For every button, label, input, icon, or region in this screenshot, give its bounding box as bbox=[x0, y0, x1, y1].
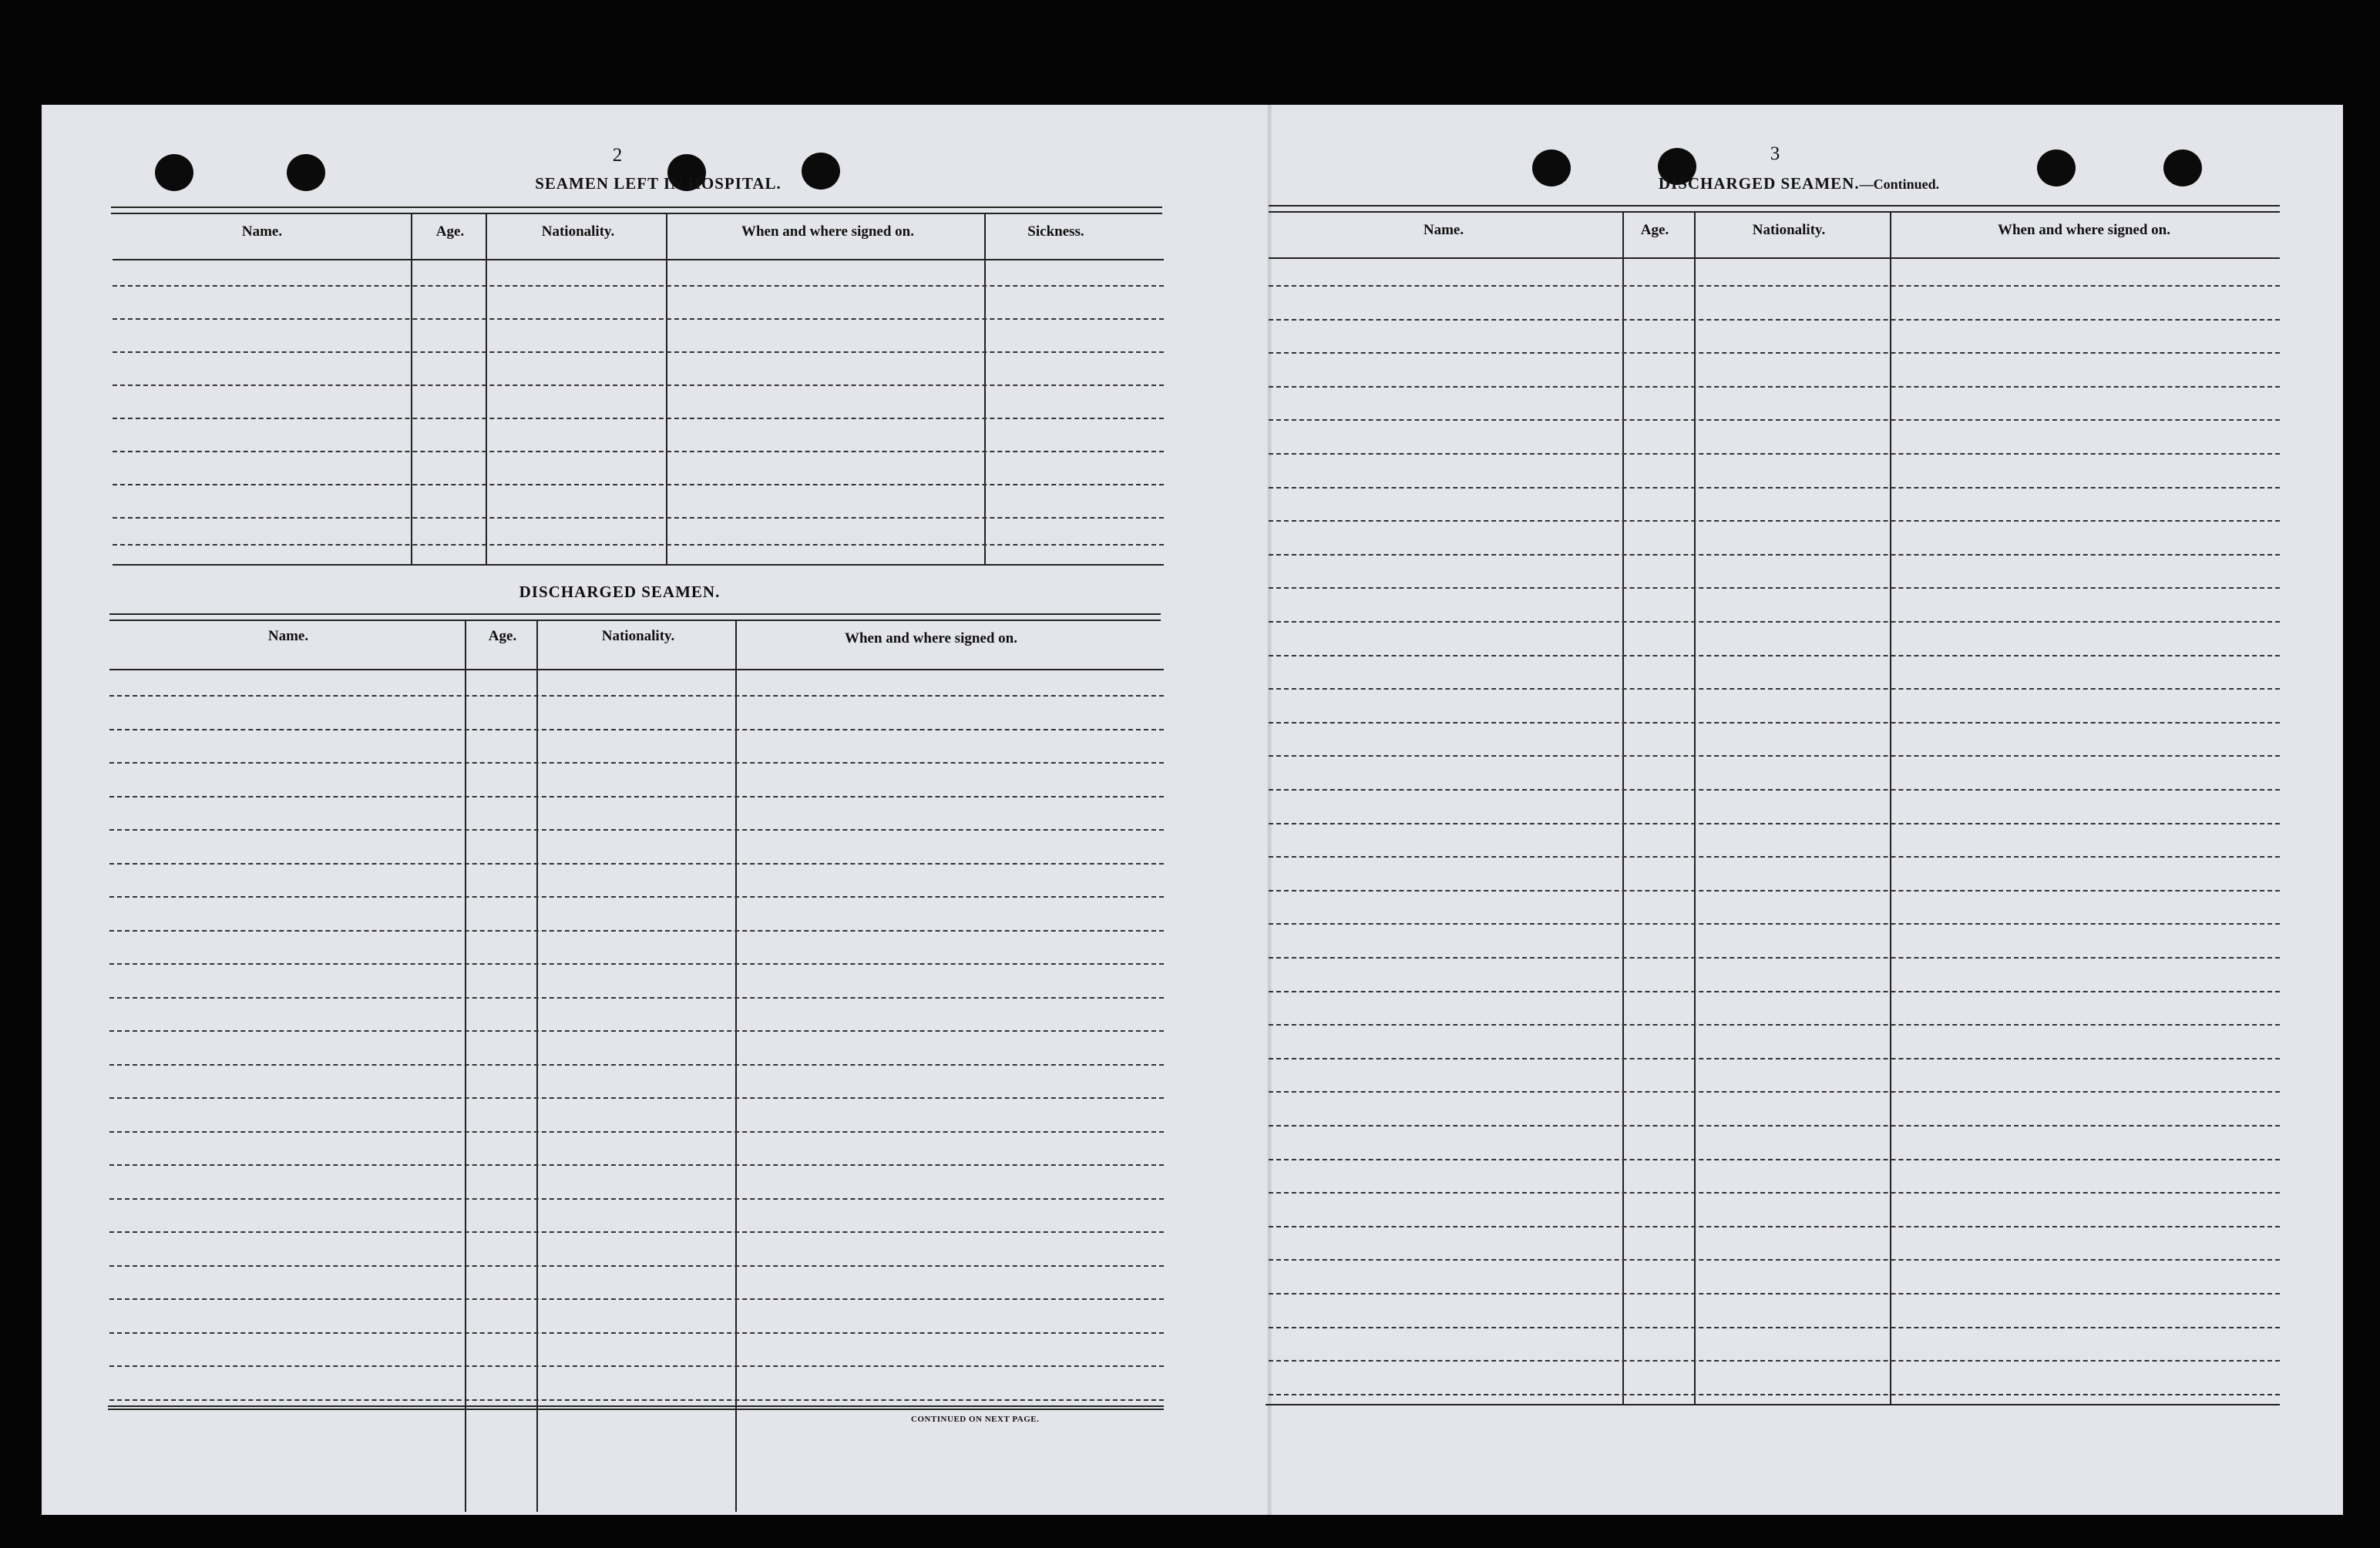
entry-row-line bbox=[1269, 688, 2280, 690]
discharged-section-title: DISCHARGED SEAMEN. bbox=[519, 583, 721, 601]
form-sheet bbox=[42, 105, 2343, 1515]
entry-row-line bbox=[1269, 621, 2280, 623]
entry-row-line bbox=[113, 484, 1164, 485]
entry-row-line bbox=[113, 318, 1164, 320]
entry-row-line bbox=[109, 1231, 1164, 1233]
entry-row-line bbox=[1269, 487, 2280, 489]
table-bottom-rule bbox=[108, 1405, 1164, 1407]
page-number: 3 bbox=[1770, 143, 1780, 164]
entry-row-line bbox=[109, 1064, 1164, 1066]
punch-hole bbox=[1532, 149, 1571, 186]
table-bottom-rule bbox=[108, 1409, 1164, 1410]
entry-row-line bbox=[109, 1365, 1164, 1367]
title-text: DISCHARGED SEAMEN. bbox=[1658, 174, 1860, 193]
column-divider bbox=[735, 621, 737, 1512]
header-underline bbox=[113, 259, 1164, 260]
column-divider bbox=[984, 214, 986, 566]
entry-row-line bbox=[113, 544, 1164, 546]
entry-row-line bbox=[1269, 823, 2280, 824]
entry-row-line bbox=[1269, 1192, 2280, 1194]
entry-row-line bbox=[113, 517, 1164, 519]
entry-row-line bbox=[1269, 554, 2280, 556]
entry-row-line bbox=[1269, 755, 2280, 757]
entry-row-line bbox=[109, 863, 1164, 865]
entry-row-line bbox=[109, 997, 1164, 999]
entry-row-line bbox=[1269, 285, 2280, 287]
entry-row-line bbox=[1269, 453, 2280, 455]
entry-row-line bbox=[1269, 856, 2280, 858]
entry-row-line bbox=[1269, 722, 2280, 724]
entry-row-line bbox=[1269, 923, 2280, 925]
column-divider bbox=[666, 214, 667, 566]
entry-row-line bbox=[109, 729, 1164, 730]
entry-row-line bbox=[1269, 352, 2280, 354]
entry-row-line bbox=[1269, 1394, 2280, 1395]
entry-row-line bbox=[109, 695, 1164, 697]
table-bottom-rule bbox=[1266, 1404, 2280, 1405]
continued-footer: CONTINUED ON NEXT PAGE. bbox=[911, 1415, 1040, 1424]
col-header-nationality: Nationality. bbox=[601, 628, 675, 644]
entry-row-line bbox=[1269, 587, 2280, 589]
entry-row-line bbox=[1269, 991, 2280, 992]
column-divider bbox=[411, 214, 412, 566]
entry-row-line bbox=[1269, 1293, 2280, 1294]
table-bottom-rule bbox=[113, 564, 1164, 566]
entry-row-line bbox=[113, 285, 1164, 287]
entry-row-line bbox=[113, 451, 1164, 452]
entry-row-line bbox=[1269, 319, 2280, 321]
entry-row-line bbox=[113, 351, 1164, 353]
entry-row-line bbox=[1269, 1159, 2280, 1160]
discharged-continued-title bbox=[1598, 174, 1999, 193]
entry-row-line bbox=[109, 1097, 1164, 1099]
hospital-section-title: SEAMEN LEFT IN HOSPITAL. bbox=[535, 174, 782, 193]
entry-row-line bbox=[1269, 386, 2280, 388]
entry-row-line bbox=[113, 418, 1164, 419]
entry-row-line bbox=[1269, 890, 2280, 892]
header-underline bbox=[1269, 257, 2280, 259]
col-header-name: Name. bbox=[267, 628, 309, 644]
section-double-rule bbox=[109, 613, 1161, 621]
column-divider bbox=[536, 621, 538, 1512]
entry-row-line bbox=[1269, 1091, 2280, 1093]
header-double-rule bbox=[1269, 205, 2280, 213]
entry-row-line bbox=[109, 1198, 1164, 1200]
page-number: 2 bbox=[612, 145, 623, 166]
punch-hole bbox=[2163, 149, 2202, 186]
entry-row-line bbox=[109, 829, 1164, 831]
entry-row-line bbox=[109, 1030, 1164, 1032]
punch-hole bbox=[155, 154, 193, 191]
entry-row-line bbox=[1269, 1360, 2280, 1362]
col-header-name: Name. bbox=[241, 223, 283, 240]
entry-row-line bbox=[109, 1265, 1164, 1267]
entry-row-line bbox=[109, 1164, 1164, 1166]
entry-row-line bbox=[1269, 1024, 2280, 1026]
page-fold bbox=[1267, 105, 1272, 1515]
column-divider bbox=[465, 621, 466, 1512]
col-header-signed-on: When and where signed on. bbox=[1997, 222, 2170, 238]
entry-row-line bbox=[109, 1399, 1164, 1401]
punch-hole bbox=[287, 154, 325, 191]
entry-row-line bbox=[109, 896, 1164, 898]
col-header-signed-on: When and where signed on. bbox=[844, 630, 1017, 646]
col-header-nationality: Nationality. bbox=[1752, 222, 1826, 238]
punch-hole bbox=[2037, 149, 2076, 186]
entry-row-line bbox=[1269, 789, 2280, 791]
entry-row-line bbox=[1269, 1125, 2280, 1127]
entry-row-line bbox=[109, 963, 1164, 965]
entry-row-line bbox=[1269, 1259, 2280, 1261]
col-header-nationality: Nationality. bbox=[541, 223, 615, 240]
entry-row-line bbox=[1269, 1226, 2280, 1227]
col-header-age: Age. bbox=[435, 223, 465, 240]
entry-row-line bbox=[1269, 1327, 2280, 1328]
col-header-name: Name. bbox=[1423, 222, 1464, 238]
col-header-signed-on: When and where signed on. bbox=[741, 223, 914, 240]
column-divider bbox=[486, 214, 487, 566]
entry-row-line bbox=[1269, 419, 2280, 421]
entry-row-line bbox=[109, 796, 1164, 798]
entry-row-line bbox=[109, 930, 1164, 932]
col-header-age: Age. bbox=[488, 628, 517, 644]
entry-row-line bbox=[109, 1131, 1164, 1133]
col-header-age: Age. bbox=[1640, 222, 1669, 238]
entry-row-line bbox=[1269, 957, 2280, 959]
title-continued: —Continued. bbox=[1859, 176, 1940, 192]
entry-row-line bbox=[1269, 1058, 2280, 1059]
header-double-rule bbox=[111, 207, 1162, 214]
entry-row-line bbox=[109, 1298, 1164, 1300]
header-underline bbox=[109, 669, 1164, 670]
entry-row-line bbox=[109, 1332, 1164, 1334]
entry-row-line bbox=[113, 384, 1164, 386]
entry-row-line bbox=[1269, 655, 2280, 656]
entry-row-line bbox=[1269, 520, 2280, 522]
entry-row-line bbox=[109, 762, 1164, 764]
col-header-sickness: Sickness. bbox=[1027, 223, 1084, 240]
